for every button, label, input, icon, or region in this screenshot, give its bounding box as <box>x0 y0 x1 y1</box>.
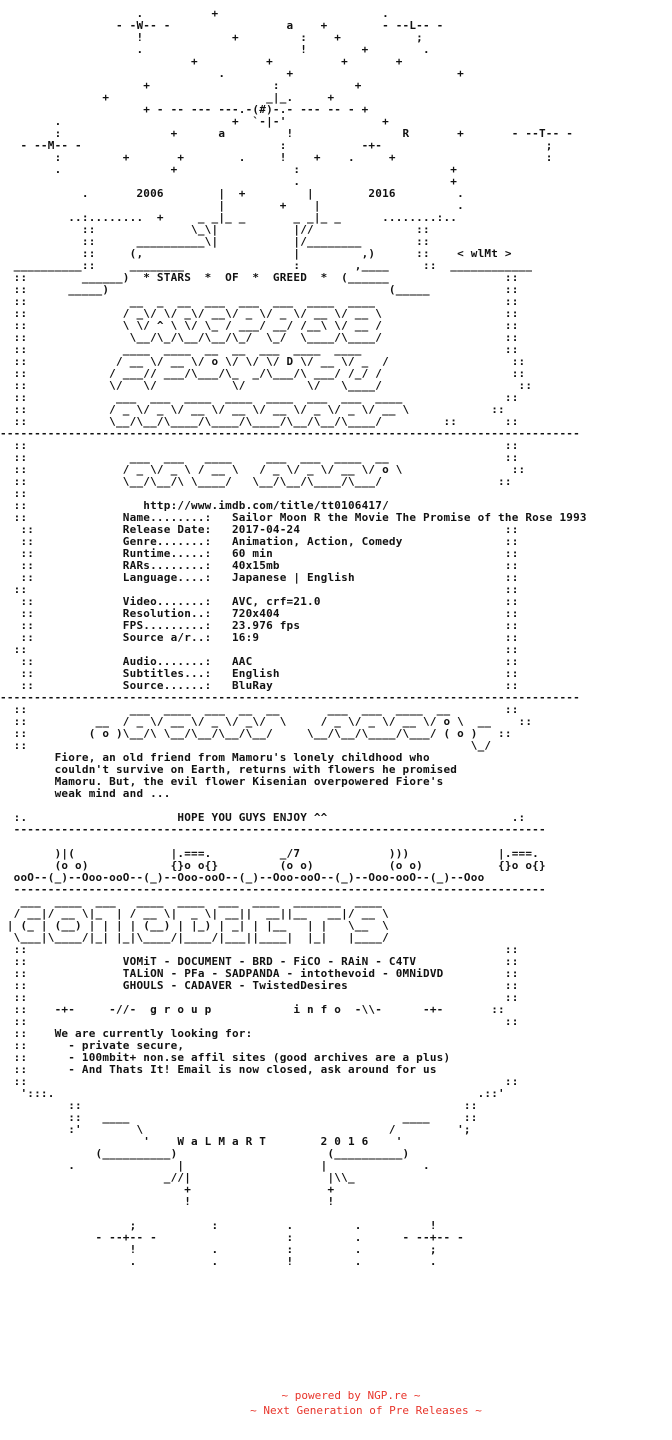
nfo-line: :: Source a/r..: 16:9 :: <box>0 631 519 644</box>
nfo-line: :: \_\| |// :: <box>0 223 430 236</box>
nfo-line: :: ( o )\__/\ \__/\__/\__/\__/ \__/\__/\____/\___/ ( o ) :: <box>0 727 512 740</box>
nfo-line: :: We are currently looking for: <box>0 1027 253 1040</box>
nfo-line: :. HOPE YOU GUYS ENJOY ^^ .: <box>0 811 526 824</box>
nfo-line: )|( |.===. _/7 ))) |.===. <box>0 847 539 860</box>
nfo-line: - -W-- - a + - --L-- - <box>0 19 444 32</box>
nfo-line: - --M-- - : -+- ; <box>0 139 553 152</box>
nfo-line: :' \ / '; <box>0 1123 471 1136</box>
nfo-line: \___|\____/|_| |_|\____/|____/|___||____| |_| |____/ <box>0 931 389 944</box>
nfo-line: :: - And Thats It! Email is now closed, ask around for us <box>0 1063 437 1076</box>
nfo-line: :: \__/\__/\ \____/ \__/\__/\____/\___/ :: <box>0 475 512 488</box>
nfo-line: :: Resolution..: 720x404 :: <box>0 607 519 620</box>
nfo-line: + - -- --- ---.-(#)-.- --- -- - + <box>0 103 369 116</box>
nfo-line: :: / _ \/ _ \ / __ \ / _ \/ _ \/ __ \/ o \ :: <box>0 463 526 476</box>
nfo-line: :: \__/\__/\____/\____/\____/\__/\__/\____/ :: :: <box>0 415 519 428</box>
nfo-line: :: :: <box>0 1075 519 1088</box>
nfo-line: :: - private secure, <box>0 1039 185 1052</box>
nfo-line: :: :: <box>0 643 519 656</box>
nfo-line: :: :: <box>0 583 519 596</box>
nfo-line: ------------------------------------------------------------------------------------- <box>0 691 580 704</box>
nfo-line: :: Source......: BluRay :: <box>0 679 519 692</box>
nfo-line: _//| |\\_ <box>0 1171 355 1184</box>
nfo-line: :: GHOULS - CADAVER - TwistedDesires :: <box>0 979 519 992</box>
nfo-line: ' W a L M a R T 2 0 1 6 ' <box>0 1135 403 1148</box>
nfo-line: :: http://www.imdb.com/title/tt0106417/ <box>0 499 389 512</box>
nfo-line: :: Name........: Sailor Moon R the Movie The Promise of the Rose 1993 <box>0 511 587 524</box>
nfo-line: :: Language....: Japanese | English :: <box>0 571 519 584</box>
nfo-line: :: \ \/ ^ \ \/ \_ / ___/ __/ /__\ \/ __ / :: <box>0 319 519 332</box>
nfo-line: :: RARs........: 40x15mb :: <box>0 559 519 572</box>
nfo-line: + _|_. + <box>0 91 335 104</box>
nfo-line: | + | . <box>0 199 464 212</box>
nfo-line: - --+-- - : . - --+-- - <box>0 1231 464 1244</box>
nfo-line: :: <box>0 487 28 500</box>
nfo-line: ___ ____ ___ ____ ____ ___ ____ _______ ____ <box>0 895 383 908</box>
nfo-line: :: - 100mbit+ non.se affil sites (good archives are a plus) <box>0 1051 451 1064</box>
nfo-line: (o o) {}o o{} (o o) (o o) {}o o{} <box>0 859 546 872</box>
nfo-line: :: __ / _ \/ __ \/ _ \/ _\/ \ / _ \/ _ \/ __ \/ o \ __ :: <box>0 715 533 728</box>
nfo-line: :: / _ \/ _ \/ __ \/ __ \/ __ \/ _ \/ _ \/ __ \ :: <box>0 403 505 416</box>
nfo-line: + : + <box>0 79 362 92</box>
nfo-line: ..:........ + _ _|_ _ _ _|_ _ ........:.. <box>0 211 458 224</box>
nfo-line: (__________) (__________) <box>0 1147 410 1160</box>
nfo-line: ! + : + ; <box>0 31 423 44</box>
nfo-line: . 2006 | + | 2016 . <box>0 187 464 200</box>
nfo-line: :: __ _ __ ___ ___ ___ ____ ____ :: <box>0 295 519 308</box>
nfo-line: :: Video.......: AVC, crf=21.0 :: <box>0 595 519 608</box>
nfo-line: . + . <box>0 7 389 20</box>
nfo-line: :: :: <box>0 1015 519 1028</box>
nfo-line: :: Audio.......: AAC :: <box>0 655 519 668</box>
nfo-line: ------------------------------------------------------------------------------------- <box>0 427 580 440</box>
nfo-line: / __|/ __ \|_ | / __ \| _ \| __|| __||__ __|/ __ \ <box>0 907 389 920</box>
nfo-line: :: VOMiT - DOCUMENT - BRD - FiCO - RAiN - C4TV :: <box>0 955 519 968</box>
nfo-line: :: :: <box>0 943 519 956</box>
nfo-line: :: ___ ___ ____ ____ ____ ___ ___ ____ :: <box>0 391 519 404</box>
nfo-line: :: ___ ___ ____ ___ ___ ____ __ :: <box>0 451 519 464</box>
nfo-line: : + + . ! + . + : <box>0 151 553 164</box>
nfo-line: . + : + <box>0 163 458 176</box>
nfo-line: ! ! <box>0 1195 335 1208</box>
nfo-line: :: Runtime.....: 60 min :: <box>0 547 519 560</box>
nfo-line: :: ____ ____ :: <box>0 1111 478 1124</box>
nfo-line: :: Subtitles...: English :: <box>0 667 519 680</box>
nfo-line: . + `-|-' + <box>0 115 389 128</box>
nfo-line: :: / __ \/ __ \/ o \/ \/ \/ D \/ __ \/ _ / :: <box>0 355 526 368</box>
nfo-line: :: ____ ____ __ __ ___ ____ ____ :: <box>0 343 519 356</box>
nfo-line: ------------------------------------------------------------------------------ <box>0 823 546 836</box>
nfo-line: :: FPS.........: 23.976 fps :: <box>0 619 519 632</box>
nfo-line: :: Release Date: 2017-04-24 :: <box>0 523 519 536</box>
nfo-line: Mamoru. But, the evil flower Kisenian overpowered Fiore's <box>0 775 444 788</box>
nfo-line: :: :: <box>0 991 519 1004</box>
nfo-line: :: \_/ <box>0 739 492 752</box>
nfo-line: couldn't survive on Earth, returns with flowers he promised <box>0 763 458 776</box>
footer <box>0 1388 672 1418</box>
nfo-line: :: (, | ,) :: < wlMt > <box>0 247 512 260</box>
nfo-line: :: ___ ____ ___ __ __ ___ ___ ____ __ :: <box>0 703 519 716</box>
nfo-line: :: / ___// ___/\___/\_ _/\___/\ ___/ /_/ / :: <box>0 367 526 380</box>
nfo-line: :: _____) (_____ :: <box>0 283 519 296</box>
nfo-line: :: \__/\_/\__/\__/\_/ \_/ \____/\____/ :: <box>0 331 519 344</box>
nfo-line: | (_ | (__) | | | | (__) | |_) | _| | |__ | | \__ \ <box>0 919 389 932</box>
nfo-line: :: TALiON - PFa - SADPANDA - intothevoid - 0MNiDVD :: <box>0 967 519 980</box>
nfo-line: :: -+- -//- g r o u p i n f o -\\- -+- :: <box>0 1003 505 1016</box>
nfo-line: . . ! . . <box>0 1255 437 1268</box>
nfo-line: :: __________\| |/________ :: <box>0 235 430 248</box>
nfo-line: :: :: <box>0 1099 478 1112</box>
tagline-text: ~ Next Generation of Pre Releases ~ <box>250 1404 482 1417</box>
nfo-line: ------------------------------------------------------------------------------ <box>0 883 546 896</box>
nfo-line: . | | . <box>0 1159 430 1172</box>
nfo-line: : + a ! R + - --T-- - <box>0 127 574 140</box>
nfo-line: __________:: ________ : ,____ :: ____________ <box>0 259 533 272</box>
nfo-line: + + + + <box>0 55 403 68</box>
nfo-line: :: ______) * STARS * OF * GREED * (______ :: <box>0 271 519 284</box>
powered-by-text: ~ powered by NGP.re ~ <box>281 1389 421 1402</box>
nfo-line: . + <box>0 175 458 188</box>
nfo-art-text <box>0 8 587 1268</box>
nfo-line: :: \/ \/ \/ \/ \____/ :: <box>0 379 533 392</box>
nfo-line: ! . : . ; <box>0 1243 437 1256</box>
nfo-line: :: Genre.......: Animation, Action, Comedy :: <box>0 535 519 548</box>
nfo-line: ':::. .::' <box>0 1087 505 1100</box>
nfo-line: . ! + . <box>0 43 430 56</box>
nfo-line: ; : . . ! <box>0 1219 437 1232</box>
nfo-line: weak mind and ... <box>0 787 171 800</box>
nfo-line: ooO--(_)--Ooo-ooO--(_)--Ooo-ooO--(_)--Ooo-ooO--(_)--Ooo-ooO--(_)--Ooo <box>0 871 485 884</box>
nfo-line: :: :: <box>0 439 519 452</box>
nfo-line: . + + <box>0 67 464 80</box>
nfo-line: :: / _\/ \/ _\/ __\/ _ \/ _ \/ __ \/ __ \ :: <box>0 307 519 320</box>
nfo-line: Fiore, an old friend from Mamoru's lonely childhood who <box>0 751 430 764</box>
nfo-line: + + <box>0 1183 335 1196</box>
